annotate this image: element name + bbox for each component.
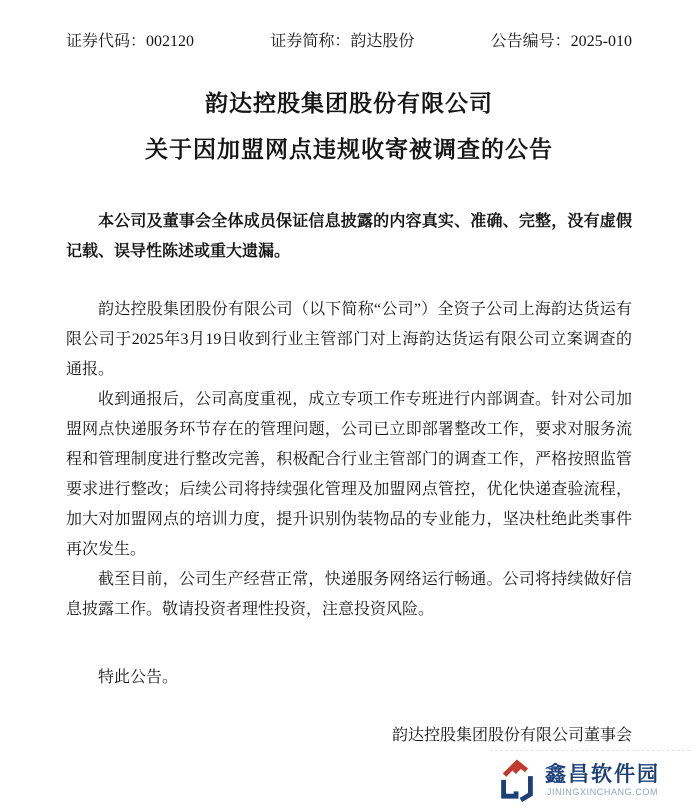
watermark-brand-name: 鑫昌软件园 xyxy=(545,762,660,786)
company-title: 韵达控股集团股份有限公司 xyxy=(205,90,493,116)
watermark-text-block xyxy=(545,763,660,798)
paragraph-rectification-measures: 收到通报后，公司高度重视，成立专项工作专班进行内部调查。针对公司加盟网点快递服务环节存在的管理问题，公司已立即部署整改工作，要求对服务流程和管理制度进行整改完善，积极配合行业主管部门的调查工作，严格按照监管要求进行整改；后续公司将持续强化管理及加盟网点管控，优化快递查验流程，加大对加盟网点的培训力度，提升识别伪装物品的专业能力，坚决杜绝此类事件再次发生。 xyxy=(66,391,632,558)
stock-name: 证券简称：韵达股份 xyxy=(270,33,415,50)
document-header xyxy=(66,28,632,51)
paragraph-investigation-notice: 韵达控股集团股份有限公司（以下简称“公司”）全资子公司上海韵达货运有限公司于2025年3月19日收到行业主管部门对上海韵达货运有限公司立案调查的通报。 xyxy=(66,301,632,378)
stock-code: 证券代码：002120 xyxy=(66,33,195,50)
watermark-domain: JININGXINCHANG.COM xyxy=(546,786,659,797)
disclaimer-statement: 本公司及董事会全体成员保证信息披露的内容真实、准确、完整，没有虚假记载、误导性陈述或重大遗漏。 xyxy=(66,213,632,260)
paragraph-operations-status: 截至目前，公司生产经营正常，快递服务网络运行畅通。公司将持续做好信息披露工作。敬请投资者理性投资，注意投资风险。 xyxy=(66,571,632,618)
closing-statement: 特此公告。 xyxy=(98,669,179,686)
board-signature: 韵达控股集团股份有限公司董事会 xyxy=(391,727,632,744)
site-watermark-logo[interactable] xyxy=(490,750,690,808)
announcement-title: 关于因加盟网点违规收寄被调查的公告 xyxy=(145,136,553,162)
announcement-number: 公告编号：2025-010 xyxy=(490,33,632,50)
xinchang-logo-icon xyxy=(494,754,540,807)
